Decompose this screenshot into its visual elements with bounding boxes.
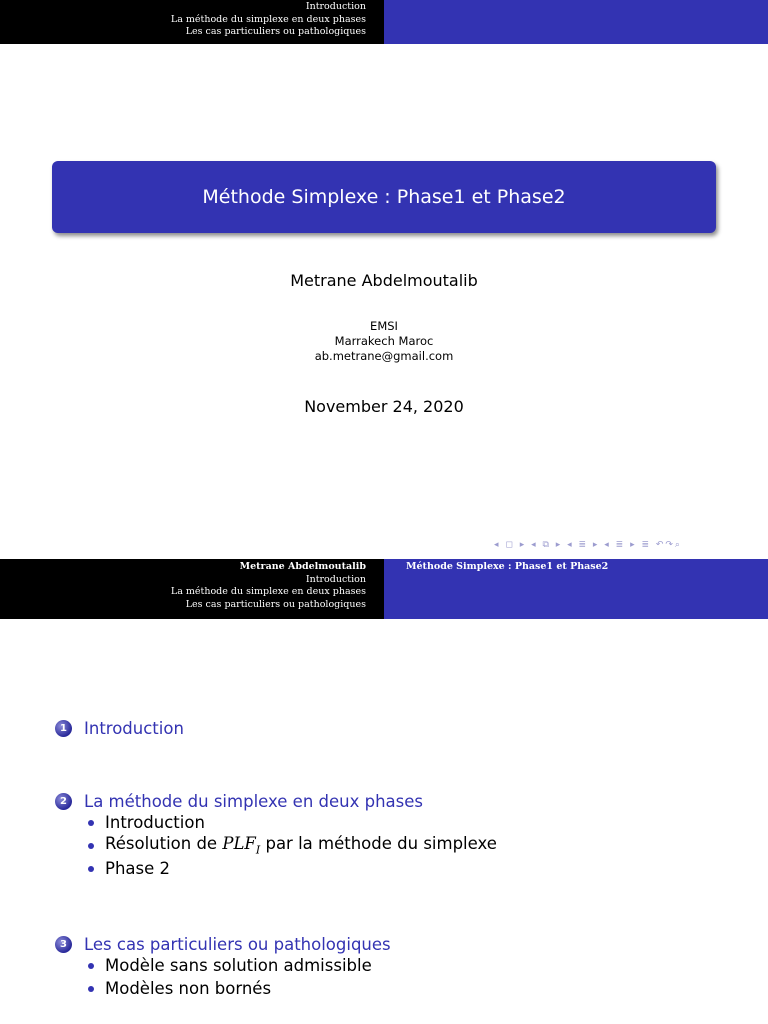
nav-right-panel — [384, 0, 768, 44]
list-item[interactable] — [88, 857, 497, 880]
section-number-badge: 3 — [55, 936, 72, 953]
section-heading[interactable] — [55, 792, 497, 811]
section-nav — [0, 0, 384, 44]
bullet-icon — [88, 963, 94, 969]
presentation-title: Méthode Simplexe : Phase1 et Phase2 — [202, 186, 566, 208]
section-title: Introduction — [84, 719, 184, 738]
list-item[interactable] — [88, 834, 497, 857]
list-item[interactable] — [88, 977, 391, 1000]
math-expression — [222, 834, 261, 857]
bullet-icon — [88, 866, 94, 872]
footer-title: Méthode Simplexe : Phase1 et Phase2 — [406, 561, 609, 572]
section-number-badge: 2 — [55, 793, 72, 810]
outline-section-2 — [55, 792, 497, 880]
slide-header-bar — [0, 559, 768, 619]
footer-section-nav — [0, 559, 384, 619]
beamer-navigation-icons[interactable]: ◂ ◻ ▸ ◂ ⧉ ▸ ◂ ≣ ▸ ◂ ≣ ▸ ≣ ↶↷⌕ — [494, 540, 682, 550]
section-title: La méthode du simplexe en deux phases — [84, 792, 423, 811]
section-heading[interactable] — [55, 719, 184, 738]
title-box — [52, 161, 716, 233]
nav-link-simplexe-deux-phases[interactable]: La méthode du simplexe en deux phases — [170, 13, 366, 25]
institution: EMSI — [370, 319, 398, 333]
institution-block — [0, 319, 768, 364]
math-subscript: I — [255, 843, 261, 857]
author-name: Metrane Abdelmoutalib — [290, 271, 478, 290]
footer-nav-introduction[interactable]: Introduction — [305, 573, 366, 585]
bullet-icon — [88, 843, 94, 849]
nav-link-introduction[interactable]: Introduction — [305, 1, 366, 12]
bullet-icon — [88, 820, 94, 826]
email: ab.metrane@gmail.com — [314, 349, 454, 363]
section-title: Les cas particuliers ou pathologiques — [84, 935, 391, 954]
math-plf: PLF — [222, 834, 256, 854]
footer-nav-simplexe-deux-phases[interactable]: La méthode du simplexe en deux phases — [170, 586, 366, 597]
location: Marrakech Maroc — [334, 334, 434, 348]
presentation-date: November 24, 2020 — [304, 397, 464, 416]
outline-section-1 — [55, 719, 184, 738]
top-navigation-bar — [0, 0, 768, 44]
section-heading[interactable] — [55, 935, 391, 954]
list-item-label — [105, 834, 497, 856]
list-item-text: par la méthode du simplexe — [265, 834, 497, 854]
list-item[interactable] — [88, 811, 497, 834]
section-number-badge: 1 — [55, 720, 72, 737]
list-item[interactable] — [88, 954, 391, 977]
list-item-label: Introduction — [105, 813, 205, 832]
footer-title-panel — [384, 559, 768, 619]
nav-link-cas-particuliers[interactable]: Les cas particuliers ou pathologiques — [185, 26, 366, 37]
list-item-label: Phase 2 — [105, 859, 171, 878]
bullet-icon — [88, 986, 94, 992]
list-item-label: Modèles non bornés — [105, 979, 272, 998]
footer-nav-cas-particuliers[interactable]: Les cas particuliers ou pathologiques — [185, 598, 366, 610]
list-item-label: Modèle sans solution admissible — [105, 956, 372, 975]
footer-author: Metrane Abdelmoutalib — [239, 561, 366, 572]
list-item-text: Résolution de — [105, 834, 218, 854]
outline-section-3 — [55, 935, 391, 1000]
